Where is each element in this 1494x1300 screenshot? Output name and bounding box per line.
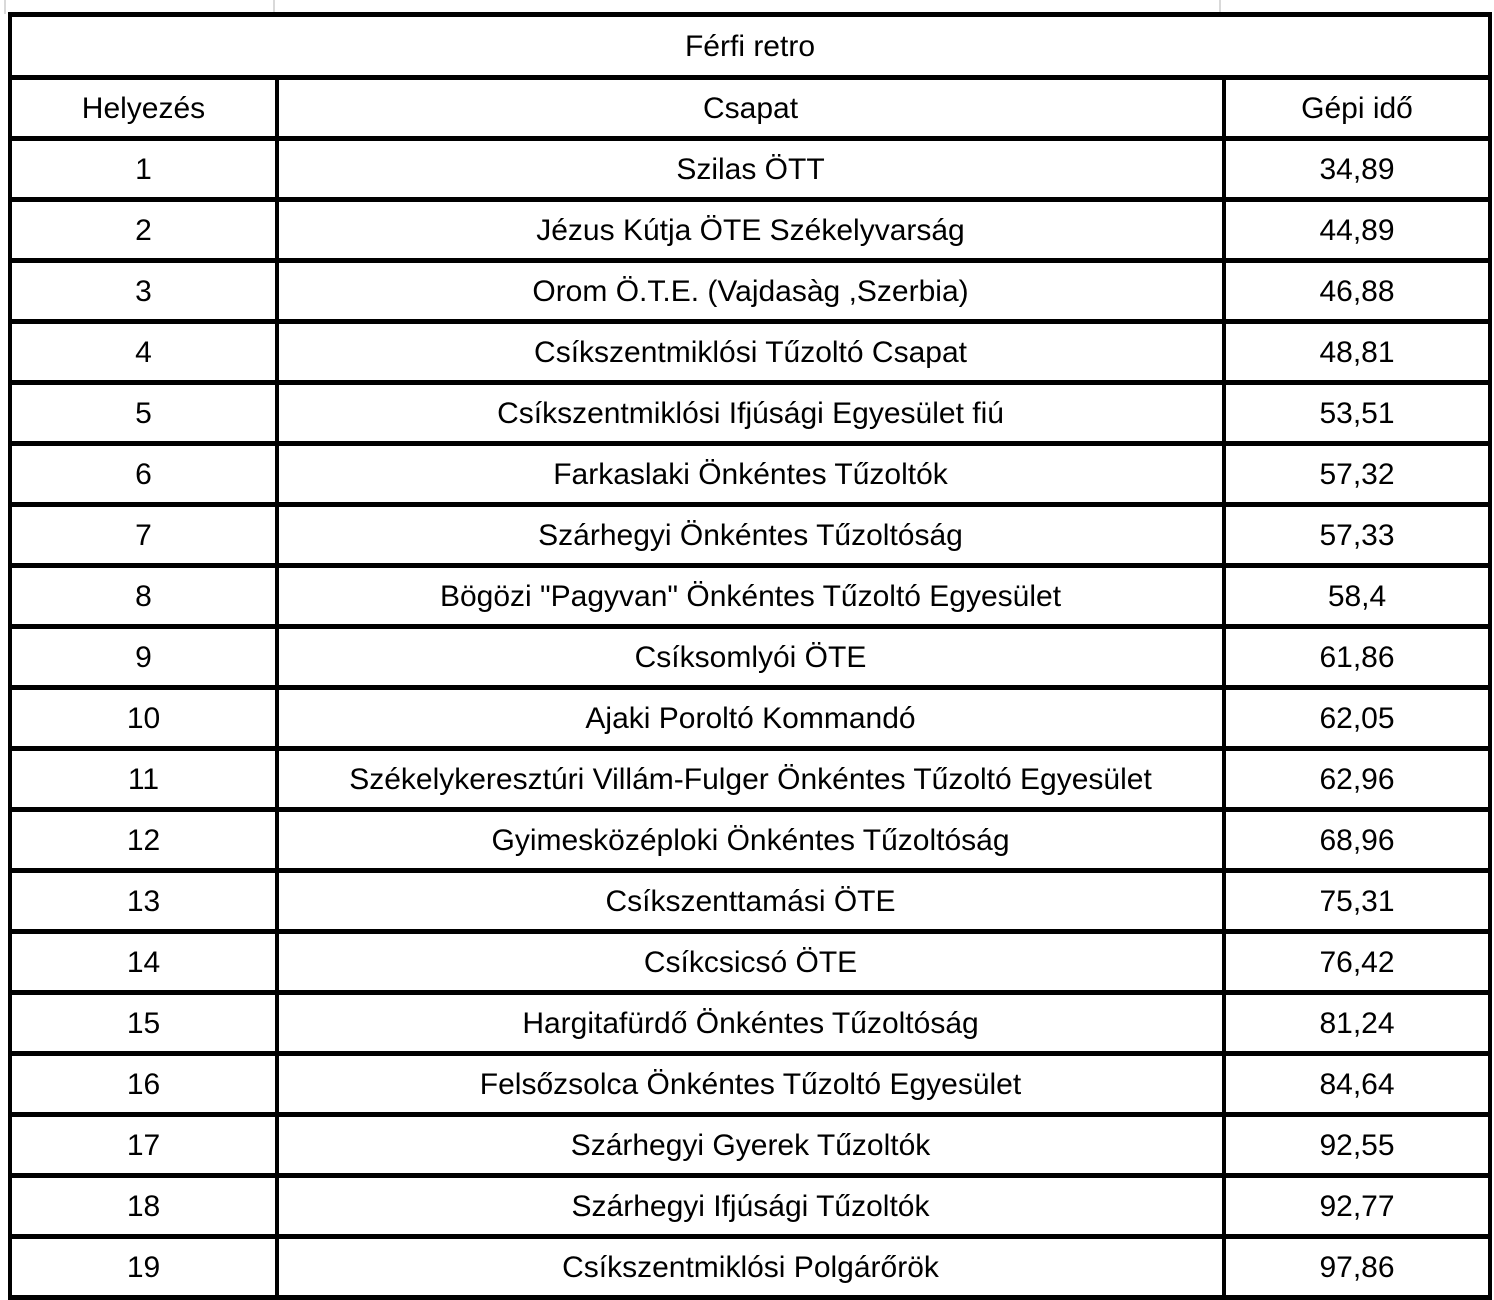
rank-cell[interactable]: 15 bbox=[10, 993, 277, 1054]
team-cell[interactable]: Bögözi "Pagyvan" Önkéntes Tűzoltó Egyesület bbox=[277, 566, 1224, 627]
team-cell[interactable]: Csíkszentmiklósi Polgárőrök bbox=[277, 1237, 1224, 1298]
team-cell[interactable]: Székelykeresztúri Villám-Fulger Önkéntes Tűzoltó Egyesület bbox=[277, 749, 1224, 810]
column-header-csapat[interactable]: Csapat bbox=[277, 78, 1224, 139]
time-cell[interactable]: 34,89 bbox=[1224, 139, 1490, 200]
table-row bbox=[10, 688, 1490, 749]
rank-cell[interactable]: 9 bbox=[10, 627, 277, 688]
team-cell[interactable]: Csíkszenttamási ÖTE bbox=[277, 871, 1224, 932]
results-tbody bbox=[10, 139, 1490, 1300]
rank-cell[interactable]: 19 bbox=[10, 1237, 277, 1298]
spreadsheet-gridline bbox=[4, 0, 6, 14]
rank-cell[interactable]: 3 bbox=[10, 261, 277, 322]
time-cell[interactable]: 92,77 bbox=[1224, 1176, 1490, 1237]
rank-cell[interactable]: 12 bbox=[10, 810, 277, 871]
table-row bbox=[10, 444, 1490, 505]
team-cell[interactable]: Ajaki Poroltó Kommandó bbox=[277, 688, 1224, 749]
team-cell[interactable]: Orom Ö.T.E. (Vajdasàg ,Szerbia) bbox=[277, 261, 1224, 322]
team-cell[interactable]: Szárhegyi Ifjúsági Tűzoltók bbox=[277, 1176, 1224, 1237]
team-cell[interactable]: Csíkszentmiklósi Tűzoltó Csapat bbox=[277, 322, 1224, 383]
team-cell[interactable]: Csíksomlyói ÖTE bbox=[277, 627, 1224, 688]
team-cell[interactable]: Gyimesközéploki Önkéntes Tűzoltóság bbox=[277, 810, 1224, 871]
rank-cell[interactable]: 11 bbox=[10, 749, 277, 810]
column-header-gepi-ido[interactable]: Gépi idő bbox=[1224, 78, 1490, 139]
time-cell[interactable]: 58,4 bbox=[1224, 566, 1490, 627]
results-table bbox=[8, 12, 1492, 1300]
time-cell[interactable]: 53,51 bbox=[1224, 383, 1490, 444]
table-row bbox=[10, 139, 1490, 200]
team-cell[interactable]: Szilas ÖTT bbox=[277, 139, 1224, 200]
time-cell[interactable]: 92,55 bbox=[1224, 1115, 1490, 1176]
table-row bbox=[10, 1176, 1490, 1237]
team-cell[interactable]: Szárhegyi Önkéntes Tűzoltóság bbox=[277, 505, 1224, 566]
time-cell[interactable]: 62,96 bbox=[1224, 749, 1490, 810]
time-cell[interactable]: 97,86 bbox=[1224, 1237, 1490, 1298]
table-row bbox=[10, 1115, 1490, 1176]
team-cell[interactable]: Hargitafürdő Önkéntes Tűzoltóság bbox=[277, 993, 1224, 1054]
time-cell[interactable]: 75,31 bbox=[1224, 871, 1490, 932]
time-cell[interactable]: 46,88 bbox=[1224, 261, 1490, 322]
table-row bbox=[10, 200, 1490, 261]
time-cell[interactable]: 68,96 bbox=[1224, 810, 1490, 871]
rank-cell[interactable]: 8 bbox=[10, 566, 277, 627]
time-cell[interactable]: 76,42 bbox=[1224, 932, 1490, 993]
table-title-cell[interactable]: Férfi retro bbox=[10, 15, 1490, 78]
table-row bbox=[10, 261, 1490, 322]
rank-cell[interactable]: 13 bbox=[10, 871, 277, 932]
time-cell[interactable]: 48,81 bbox=[1224, 322, 1490, 383]
table-row bbox=[10, 749, 1490, 810]
rank-cell[interactable]: 4 bbox=[10, 322, 277, 383]
rank-cell[interactable]: 1 bbox=[10, 139, 277, 200]
rank-cell[interactable]: 6 bbox=[10, 444, 277, 505]
rank-cell[interactable]: 2 bbox=[10, 200, 277, 261]
time-cell[interactable]: 57,33 bbox=[1224, 505, 1490, 566]
rank-cell[interactable]: 17 bbox=[10, 1115, 277, 1176]
table-row bbox=[10, 871, 1490, 932]
table-row bbox=[10, 1054, 1490, 1115]
time-cell[interactable]: 61,86 bbox=[1224, 627, 1490, 688]
rank-cell[interactable]: 18 bbox=[10, 1176, 277, 1237]
table-row bbox=[10, 505, 1490, 566]
rank-cell[interactable]: 14 bbox=[10, 932, 277, 993]
table-row bbox=[10, 810, 1490, 871]
rank-cell[interactable]: 5 bbox=[10, 383, 277, 444]
team-cell[interactable]: Farkaslaki Önkéntes Tűzoltók bbox=[277, 444, 1224, 505]
rank-cell[interactable]: 7 bbox=[10, 505, 277, 566]
table-row bbox=[10, 566, 1490, 627]
team-cell[interactable]: Csíkszentmiklósi Ifjúsági Egyesület fiú bbox=[277, 383, 1224, 444]
table-row bbox=[10, 932, 1490, 993]
rank-cell[interactable]: 16 bbox=[10, 1054, 277, 1115]
team-cell[interactable]: Szárhegyi Gyerek Tűzoltók bbox=[277, 1115, 1224, 1176]
column-header-helyezes[interactable]: Helyezés bbox=[10, 78, 277, 139]
table-header-row bbox=[10, 78, 1490, 139]
team-cell[interactable]: Csíkcsicsó ÖTE bbox=[277, 932, 1224, 993]
team-cell[interactable]: Jézus Kútja ÖTE Székelyvarság bbox=[277, 200, 1224, 261]
time-cell[interactable]: 62,05 bbox=[1224, 688, 1490, 749]
time-cell[interactable]: 84,64 bbox=[1224, 1054, 1490, 1115]
rank-cell[interactable]: 10 bbox=[10, 688, 277, 749]
time-cell[interactable]: 57,32 bbox=[1224, 444, 1490, 505]
table-row bbox=[10, 322, 1490, 383]
table-row bbox=[10, 383, 1490, 444]
time-cell[interactable]: 44,89 bbox=[1224, 200, 1490, 261]
table-title-row bbox=[10, 15, 1490, 78]
table-row bbox=[10, 1237, 1490, 1298]
table-row bbox=[10, 627, 1490, 688]
team-cell[interactable]: Felsőzsolca Önkéntes Tűzoltó Egyesület bbox=[277, 1054, 1224, 1115]
table-row bbox=[10, 993, 1490, 1054]
time-cell[interactable]: 81,24 bbox=[1224, 993, 1490, 1054]
